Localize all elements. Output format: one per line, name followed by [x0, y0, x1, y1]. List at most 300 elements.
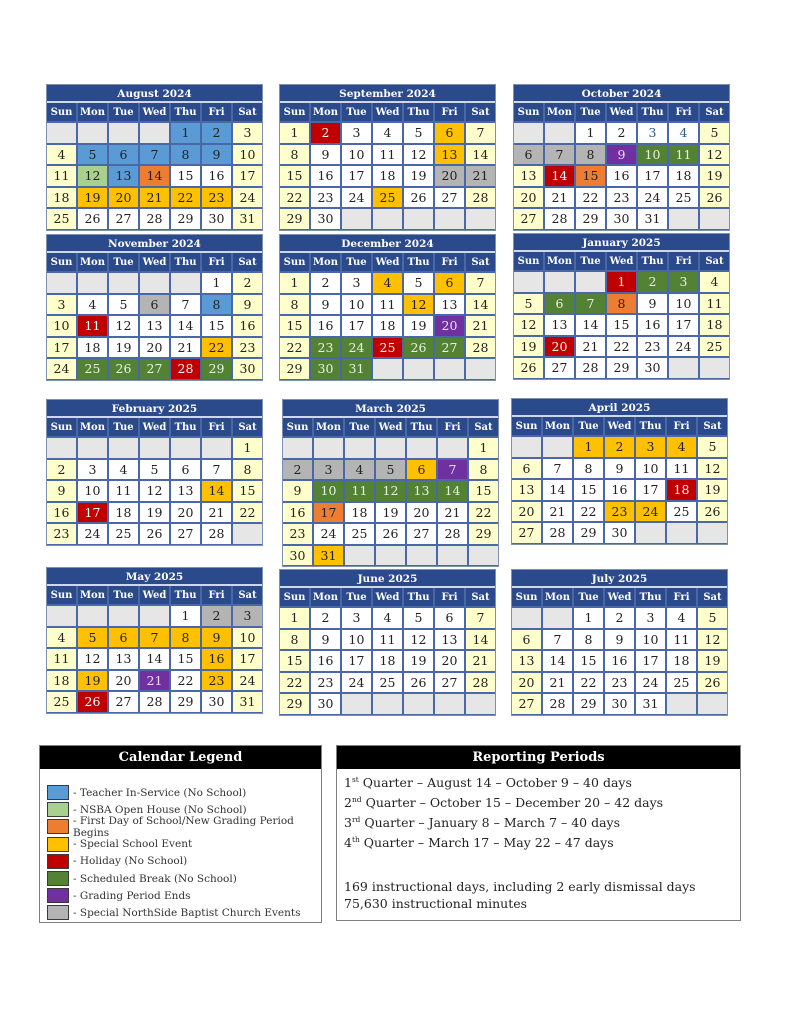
empty-day-cell: [404, 209, 433, 229]
day-cell: 5: [404, 273, 433, 293]
day-cell: 24: [314, 524, 343, 544]
day-cell: 18: [667, 480, 696, 500]
day-cell: 14: [545, 166, 574, 186]
day-cell: 30: [283, 546, 312, 566]
day-cell: 19: [140, 503, 169, 523]
legend-label: - Special NorthSide Baptist Church Events: [73, 906, 301, 919]
weekday-header: Sat: [700, 252, 729, 270]
empty-day-cell: [140, 438, 169, 458]
day-cell: 28: [466, 673, 495, 693]
day-cell: 27: [407, 524, 436, 544]
day-cell: 22: [171, 671, 200, 691]
month-grid: [280, 253, 495, 380]
day-cell: 17: [636, 480, 665, 500]
day-cell: 9: [311, 295, 340, 315]
weekday-header: Wed: [605, 588, 634, 606]
day-cell: 9: [311, 630, 340, 650]
day-cell: 21: [543, 673, 572, 693]
day-cell: 29: [171, 209, 200, 229]
legend-label: - Grading Period Ends: [73, 889, 191, 902]
day-cell: 19: [404, 316, 433, 336]
day-cell: 30: [202, 209, 231, 229]
empty-day-cell: [373, 209, 402, 229]
day-cell: 24: [636, 673, 665, 693]
day-cell: 6: [109, 628, 138, 648]
day-cell: 27: [514, 209, 543, 229]
day-cell: 26: [78, 209, 107, 229]
day-cell: 12: [700, 145, 729, 165]
quarter-suffix: nd: [351, 795, 362, 804]
day-cell: 1: [607, 272, 636, 292]
empty-day-cell: [373, 359, 402, 379]
day-cell: 23: [311, 673, 340, 693]
day-cell: 23: [202, 188, 231, 208]
day-cell: 11: [700, 294, 729, 314]
empty-day-cell: [466, 694, 495, 714]
day-cell: 23: [607, 188, 636, 208]
quarter-suffix: st: [351, 775, 359, 784]
day-cell: 19: [698, 651, 727, 671]
day-cell: 23: [233, 338, 262, 358]
month-title: February 2025: [47, 400, 262, 418]
empty-day-cell: [233, 524, 262, 544]
empty-day-cell: [171, 273, 200, 293]
day-cell: 2: [202, 606, 231, 626]
month-calendar-october-2024: [513, 84, 730, 231]
day-cell: 9: [605, 459, 634, 479]
day-cell: 29: [574, 523, 603, 543]
month-title: June 2025: [280, 570, 495, 588]
empty-day-cell: [407, 546, 436, 566]
day-cell: 28: [545, 209, 574, 229]
empty-day-cell: [140, 123, 169, 143]
day-cell: 8: [469, 460, 498, 480]
weekday-header: Wed: [605, 417, 634, 435]
day-cell: 11: [373, 145, 402, 165]
day-cell: 8: [576, 145, 605, 165]
day-cell: 1: [574, 608, 603, 628]
weekday-header: Tue: [576, 252, 605, 270]
day-cell: 11: [373, 630, 402, 650]
month-calendar-november-2024: [46, 234, 263, 381]
day-cell: 8: [574, 630, 603, 650]
day-cell: 24: [342, 338, 371, 358]
day-cell: 20: [407, 503, 436, 523]
day-cell: 5: [698, 608, 727, 628]
day-cell: 25: [667, 673, 696, 693]
legend-label: - Scheduled Break (No School): [73, 872, 237, 885]
weekday-header: Sun: [283, 418, 312, 436]
swatch-openhouse-icon: [47, 802, 69, 817]
legend-item-gradeend: [47, 887, 321, 904]
day-cell: 24: [78, 524, 107, 544]
empty-day-cell: [407, 438, 436, 458]
month-grid: [512, 417, 727, 544]
day-cell: 4: [669, 123, 698, 143]
weekday-header: Sun: [47, 418, 76, 436]
quarter-line: [344, 811, 740, 831]
day-cell: 12: [404, 145, 433, 165]
day-cell: 9: [605, 630, 634, 650]
month-grid: [514, 252, 729, 379]
day-cell: 27: [512, 694, 541, 714]
day-cell: 8: [171, 628, 200, 648]
empty-day-cell: [438, 546, 467, 566]
day-cell: 29: [469, 524, 498, 544]
day-cell: 3: [78, 460, 107, 480]
weekday-header: Fri: [669, 103, 698, 121]
day-cell: 7: [543, 459, 572, 479]
weekday-header: Sun: [280, 588, 309, 606]
quarter-text: Quarter – October 15 – December 20 – 42 days: [361, 795, 664, 810]
day-cell: 5: [140, 460, 169, 480]
day-cell: 9: [233, 295, 262, 315]
day-cell: 16: [202, 649, 231, 669]
day-cell: 28: [202, 524, 231, 544]
day-cell: 26: [376, 524, 405, 544]
day-cell: 28: [140, 692, 169, 712]
empty-day-cell: [140, 606, 169, 626]
empty-day-cell: [466, 209, 495, 229]
day-cell: 18: [78, 338, 107, 358]
day-cell: 6: [140, 295, 169, 315]
day-cell: 15: [280, 651, 309, 671]
legend-list: [40, 769, 321, 922]
day-cell: 14: [543, 651, 572, 671]
day-cell: 4: [373, 123, 402, 143]
day-cell: 22: [607, 337, 636, 357]
day-cell: 15: [469, 481, 498, 501]
day-cell: 4: [47, 628, 76, 648]
weekday-header: Wed: [140, 586, 169, 604]
day-cell: 16: [638, 315, 667, 335]
day-cell: 26: [698, 673, 727, 693]
day-cell: 3: [669, 272, 698, 292]
day-cell: 1: [574, 437, 603, 457]
day-cell: 20: [171, 503, 200, 523]
day-cell: 24: [342, 673, 371, 693]
weekday-header: Sat: [233, 253, 262, 271]
day-cell: 20: [109, 188, 138, 208]
quarter-suffix: rd: [351, 815, 361, 824]
day-cell: 28: [140, 209, 169, 229]
day-cell: 9: [202, 628, 231, 648]
day-cell: 2: [233, 273, 262, 293]
day-cell: 11: [345, 481, 374, 501]
month-calendar-may-2025: [46, 567, 263, 714]
empty-day-cell: [545, 272, 574, 292]
day-cell: 22: [280, 673, 309, 693]
empty-day-cell: [669, 209, 698, 229]
day-cell: 15: [576, 166, 605, 186]
day-cell: 13: [545, 315, 574, 335]
day-cell: 21: [466, 651, 495, 671]
day-cell: 1: [576, 123, 605, 143]
month-calendar-april-2025: [511, 398, 728, 545]
day-cell: 10: [342, 630, 371, 650]
weekday-header: Mon: [543, 417, 572, 435]
day-cell: 12: [404, 630, 433, 650]
day-cell: 12: [514, 315, 543, 335]
weekday-header: Sat: [466, 588, 495, 606]
day-cell: 20: [140, 338, 169, 358]
empty-day-cell: [47, 123, 76, 143]
day-cell: 31: [342, 359, 371, 379]
weekday-header: Mon: [311, 588, 340, 606]
day-cell: 28: [543, 694, 572, 714]
day-cell: 29: [607, 358, 636, 378]
empty-day-cell: [543, 608, 572, 628]
day-cell: 22: [280, 338, 309, 358]
day-cell: 15: [233, 481, 262, 501]
day-cell: 22: [469, 503, 498, 523]
day-cell: 13: [435, 295, 464, 315]
weekday-header: Sat: [698, 417, 727, 435]
month-title: December 2024: [280, 235, 495, 253]
day-cell: 20: [435, 316, 464, 336]
day-cell: 2: [311, 123, 340, 143]
day-cell: 2: [311, 608, 340, 628]
day-cell: 1: [280, 123, 309, 143]
day-cell: 23: [202, 671, 231, 691]
day-cell: 30: [311, 359, 340, 379]
month-title: September 2024: [280, 85, 495, 103]
day-cell: 10: [636, 459, 665, 479]
day-cell: 18: [47, 188, 76, 208]
month-grid: [47, 418, 262, 545]
day-cell: 23: [605, 673, 634, 693]
legend-label: - Special School Event: [73, 838, 193, 851]
day-cell: 6: [109, 145, 138, 165]
day-cell: 5: [376, 460, 405, 480]
day-cell: 18: [373, 316, 402, 336]
day-cell: 3: [233, 606, 262, 626]
weekday-header: Wed: [373, 103, 402, 121]
day-cell: 22: [202, 338, 231, 358]
empty-day-cell: [171, 438, 200, 458]
legend-title: Calendar Legend: [40, 746, 321, 769]
day-cell: 3: [636, 437, 665, 457]
day-cell: 7: [438, 460, 467, 480]
weekday-header: Thu: [404, 588, 433, 606]
day-cell: 4: [109, 460, 138, 480]
day-cell: 5: [404, 123, 433, 143]
quarter-number: 4: [344, 835, 352, 850]
day-cell: 14: [140, 166, 169, 186]
day-cell: 18: [373, 166, 402, 186]
month-calendar-january-2025: [513, 233, 730, 380]
weekday-header: Tue: [109, 253, 138, 271]
day-cell: 17: [78, 503, 107, 523]
weekday-header: Fri: [435, 103, 464, 121]
day-cell: 8: [280, 295, 309, 315]
empty-day-cell: [78, 606, 107, 626]
day-cell: 22: [574, 673, 603, 693]
day-cell: 4: [373, 608, 402, 628]
day-cell: 23: [311, 188, 340, 208]
day-cell: 27: [512, 523, 541, 543]
weekday-header: Tue: [574, 417, 603, 435]
day-cell: 13: [435, 630, 464, 650]
day-cell: 21: [202, 503, 231, 523]
day-cell: 20: [435, 166, 464, 186]
day-cell: 25: [373, 673, 402, 693]
empty-day-cell: [469, 546, 498, 566]
empty-day-cell: [667, 694, 696, 714]
day-cell: 22: [280, 188, 309, 208]
weekday-header: Fri: [667, 417, 696, 435]
day-cell: 25: [47, 209, 76, 229]
day-cell: 5: [78, 145, 107, 165]
empty-day-cell: [435, 209, 464, 229]
day-cell: 11: [47, 166, 76, 186]
day-cell: 25: [109, 524, 138, 544]
legend-label: - Holiday (No School): [73, 855, 188, 868]
weekday-header: Fri: [435, 588, 464, 606]
weekday-header: Sat: [466, 103, 495, 121]
day-cell: 17: [233, 166, 262, 186]
day-cell: 29: [280, 694, 309, 714]
day-cell: 9: [202, 145, 231, 165]
day-cell: 17: [314, 503, 343, 523]
empty-day-cell: [345, 438, 374, 458]
month-calendar-august-2024: [46, 84, 263, 231]
empty-day-cell: [78, 273, 107, 293]
day-cell: 7: [543, 630, 572, 650]
weekday-header: Sun: [512, 417, 541, 435]
weekday-header: Sun: [280, 253, 309, 271]
weekday-header: Wed: [607, 252, 636, 270]
day-cell: 26: [700, 188, 729, 208]
day-cell: 25: [78, 359, 107, 379]
day-cell: 21: [543, 502, 572, 522]
day-cell: 15: [202, 316, 231, 336]
swatch-gradeend-icon: [47, 888, 69, 903]
day-cell: 25: [47, 692, 76, 712]
month-calendar-march-2025: [282, 399, 499, 567]
empty-day-cell: [47, 273, 76, 293]
month-calendar-july-2025: [511, 569, 728, 716]
day-cell: 4: [667, 437, 696, 457]
day-cell: 22: [574, 502, 603, 522]
day-cell: 18: [109, 503, 138, 523]
empty-day-cell: [342, 694, 371, 714]
day-cell: 28: [466, 338, 495, 358]
empty-day-cell: [376, 438, 405, 458]
day-cell: 21: [466, 316, 495, 336]
day-cell: 9: [47, 481, 76, 501]
day-cell: 31: [314, 546, 343, 566]
day-cell: 26: [78, 692, 107, 712]
day-cell: 16: [605, 480, 634, 500]
weekday-header: Sun: [47, 103, 76, 121]
day-cell: 26: [404, 338, 433, 358]
weekday-header: Thu: [171, 253, 200, 271]
quarter-line: [344, 791, 740, 811]
quarter-text: Quarter – January 8 – March 7 – 40 days: [360, 815, 621, 830]
day-cell: 14: [171, 316, 200, 336]
weekday-header: Sat: [233, 418, 262, 436]
day-cell: 24: [233, 188, 262, 208]
legend-item-holiday: [47, 853, 321, 870]
weekday-header: Fri: [435, 253, 464, 271]
day-cell: 2: [283, 460, 312, 480]
empty-day-cell: [514, 123, 543, 143]
day-cell: 18: [373, 651, 402, 671]
day-cell: 19: [404, 651, 433, 671]
day-cell: 10: [47, 316, 76, 336]
day-cell: 28: [466, 188, 495, 208]
day-cell: 23: [311, 338, 340, 358]
day-cell: 1: [171, 606, 200, 626]
day-cell: 6: [545, 294, 574, 314]
day-cell: 11: [47, 649, 76, 669]
day-cell: 20: [545, 337, 574, 357]
day-cell: 27: [545, 358, 574, 378]
day-cell: 26: [140, 524, 169, 544]
day-cell: 8: [233, 460, 262, 480]
day-cell: 11: [373, 295, 402, 315]
weekday-header: Mon: [311, 253, 340, 271]
empty-day-cell: [667, 523, 696, 543]
day-cell: 13: [512, 480, 541, 500]
weekday-header: Mon: [545, 103, 574, 121]
month-title: October 2024: [514, 85, 729, 103]
day-cell: 27: [435, 188, 464, 208]
day-cell: 19: [514, 337, 543, 357]
empty-day-cell: [435, 359, 464, 379]
day-cell: 7: [466, 123, 495, 143]
day-cell: 28: [576, 358, 605, 378]
day-cell: 1: [233, 438, 262, 458]
weekday-header: Tue: [574, 588, 603, 606]
day-cell: 29: [280, 359, 309, 379]
swatch-holiday-icon: [47, 854, 69, 869]
day-cell: 16: [47, 503, 76, 523]
swatch-church-icon: [47, 905, 69, 920]
day-cell: 13: [171, 481, 200, 501]
day-cell: 6: [435, 608, 464, 628]
empty-day-cell: [47, 606, 76, 626]
day-cell: 3: [233, 123, 262, 143]
empty-day-cell: [576, 272, 605, 292]
empty-day-cell: [669, 358, 698, 378]
day-cell: 29: [202, 359, 231, 379]
day-cell: 19: [376, 503, 405, 523]
day-cell: 10: [314, 481, 343, 501]
day-cell: 27: [435, 673, 464, 693]
quarter-text: Quarter – March 17 – May 22 – 47 days: [359, 835, 614, 850]
day-cell: 10: [636, 630, 665, 650]
day-cell: 8: [607, 294, 636, 314]
day-cell: 19: [78, 188, 107, 208]
reporting-periods: [336, 745, 741, 921]
day-cell: 14: [438, 481, 467, 501]
weekday-header: Mon: [543, 588, 572, 606]
day-cell: 13: [435, 145, 464, 165]
day-cell: 17: [669, 315, 698, 335]
month-grid: [47, 103, 262, 230]
day-cell: 2: [605, 437, 634, 457]
empty-day-cell: [283, 438, 312, 458]
day-cell: 31: [233, 692, 262, 712]
day-cell: 1: [280, 608, 309, 628]
day-cell: 11: [669, 145, 698, 165]
day-cell: 25: [373, 188, 402, 208]
day-cell: 8: [171, 145, 200, 165]
day-cell: 26: [404, 673, 433, 693]
day-cell: 3: [342, 123, 371, 143]
